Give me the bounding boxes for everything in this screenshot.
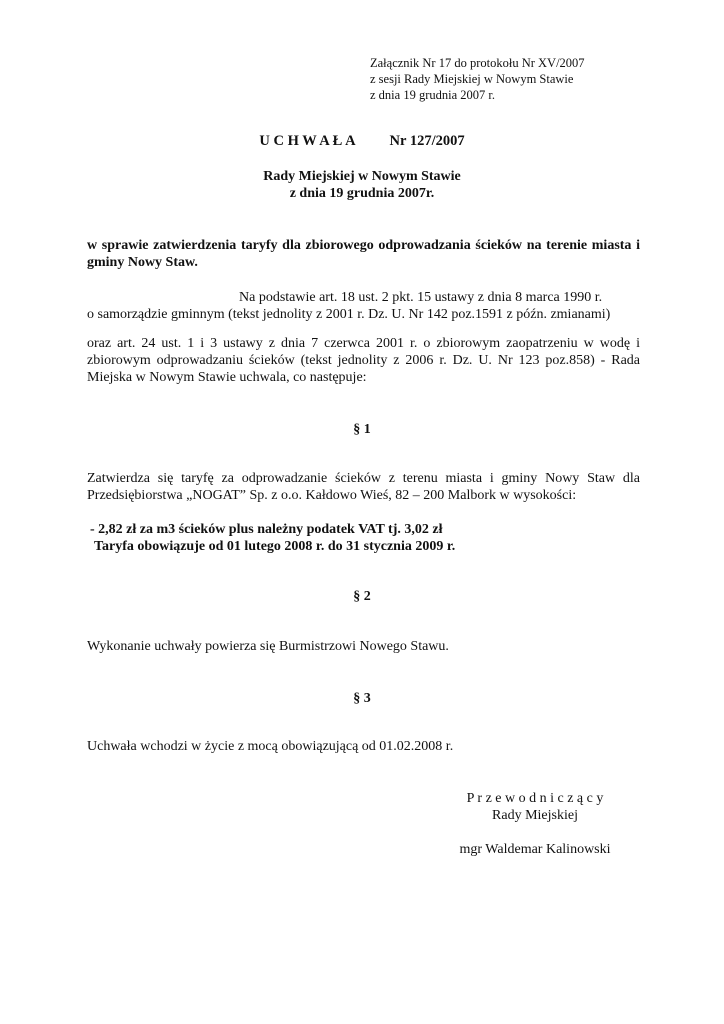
tariff-validity: Taryfa obowiązuje od 01 lutego 2008 r. do 31 stycznia 2009 r. [94,539,456,554]
legal-basis-2: oraz art. 24 ust. 1 i 3 ustawy z dnia 7 czerwca 2001 r. o zbiorowym zaopatrzeniu w wodę i zbiorowym odprowadzaniu ścieków (tekst jednolity z 2006 r. Dz. U. Nr 123 poz.858) - Rada Miejska w Nowym Stawie uchwala, co następuje: [87,336,640,385]
attachment-note [370,55,585,103]
signature-role: P r z e w o d n i c z ą c y [466,791,604,806]
resolution-subject: w sprawie zatwierdzenia taryfy dla zbiorowego odprowadzania ścieków na terenie miasta i gminy Nowy Staw. [87,238,640,270]
council-name: Rady Miejskiej w Nowym Stawie [263,169,461,184]
legal-basis-line-2: o samorządzie gminnym (tekst jednolity z 2001 r. Dz. U. Nr 142 poz.1591 z późn. zmianami) [87,307,611,322]
legal-basis-1 [87,289,647,323]
section-2-heading: § 2 [353,589,371,604]
tariff-rate: - 2,82 zł za m3 ścieków plus należny podatek VAT tj. 3,02 zł [90,522,443,537]
signatory-name: mgr Waldemar Kalinowski [459,842,611,857]
section-2-text: Wykonanie uchwały powierza się Burmistrzowi Nowego Stawu. [87,639,449,654]
resolution-number: Nr 127/2007 [389,133,465,149]
attachment-line-1: Załącznik Nr 17 do protokołu Nr XV/2007 [370,56,585,70]
section-3-text: Uchwała wchodzi w życie z mocą obowiązującą od 01.02.2008 r. [87,739,454,754]
signature-council: Rady Miejskiej [492,808,578,823]
resolution-date: z dnia 19 grudnia 2007r. [289,186,435,201]
section-3-heading: § 3 [353,691,371,706]
legal-basis-line-1: Na podstawie art. 18 ust. 2 pkt. 15 ustawy z dnia 8 marca 1990 r. [239,290,603,305]
tariff-block [87,521,455,555]
resolution-title [0,133,724,150]
attachment-line-2: z sesji Rady Miejskiej w Nowym Stawie [370,72,574,86]
signature-block [430,790,640,858]
attachment-line-3: z dnia 19 grudnia 2007 r. [370,88,495,102]
section-1-heading: § 1 [353,422,371,437]
council-block [0,168,724,202]
section-1-text: Zatwierdza się taryfę za odprowadzanie ścieków z terenu miasta i gminy Nowy Staw dla Przedsiębiorstwa „NOGAT” Sp. z o.o. Kałdowo Wieś, 82 – 200 Malbork w wysokości: [87,471,640,503]
resolution-word: U C H W A Ł A [259,133,356,149]
